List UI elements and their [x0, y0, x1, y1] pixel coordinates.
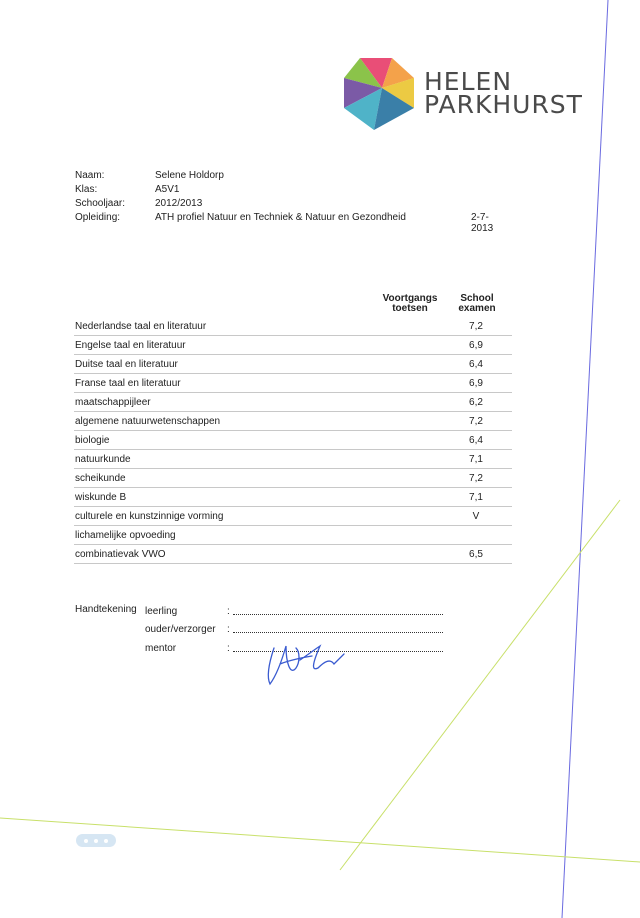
- name-label: Naam:: [75, 170, 105, 181]
- class-value: A5V1: [155, 184, 180, 195]
- school-exam-grade: 6,5: [469, 549, 483, 560]
- school-exam-grade: 6,4: [469, 435, 483, 446]
- colon: :: [227, 606, 230, 617]
- school-exam-grade: 6,9: [469, 378, 483, 389]
- subject-name: combinatievak VWO: [75, 549, 166, 560]
- subject-name: biologie: [75, 435, 110, 446]
- col1-line1: Voortgangs: [382, 293, 438, 304]
- school-exam-grade: 6,2: [469, 397, 483, 408]
- subject-name: wiskunde B: [75, 492, 127, 503]
- subject-name: Nederlandse taal en literatuur: [75, 321, 207, 332]
- colon: :: [227, 624, 230, 635]
- brand-line-1: HELEN: [424, 67, 513, 96]
- brand-line-2: PARKHURST: [424, 90, 583, 119]
- signature-heading: Handtekening: [75, 604, 137, 615]
- col2-line1: School: [460, 293, 494, 304]
- school-exam-grade: 7,2: [469, 321, 483, 332]
- school-exam-grade: 6,4: [469, 359, 483, 370]
- class-label: Klas:: [75, 184, 98, 195]
- school-exam-grade: 6,9: [469, 340, 483, 351]
- year-value: 2012/2013: [155, 198, 203, 209]
- page-indicator: [76, 834, 116, 847]
- col1-line2: toetsen: [392, 303, 428, 314]
- signature-mentor-label: mentor: [145, 643, 177, 654]
- subject-name: maatschappijleer: [75, 397, 151, 408]
- subject-name: Engelse taal en literatuur: [75, 340, 186, 351]
- school-exam-grade: V: [472, 511, 480, 522]
- year-label: Schooljaar:: [75, 198, 126, 209]
- subject-name: lichamelijke opvoeding: [75, 530, 176, 541]
- subject-name: natuurkunde: [75, 454, 131, 465]
- school-exam-grade: 7,1: [469, 492, 483, 503]
- school-exam-grade: 7,2: [469, 416, 483, 427]
- programme-value: ATH profiel Natuur en Techniek & Natuur en Gezondheid: [155, 212, 406, 223]
- colon: :: [227, 643, 230, 654]
- subject-name: scheikunde: [75, 473, 126, 484]
- signature-parent-label: ouder/verzorger: [145, 624, 216, 635]
- school-exam-grade: 7,1: [469, 454, 483, 465]
- programme-label: Opleiding:: [75, 212, 121, 223]
- subject-name: Franse taal en literatuur: [75, 378, 181, 389]
- subject-name: culturele en kunstzinnige vorming: [75, 511, 224, 522]
- name-value: Selene Holdorp: [155, 170, 224, 181]
- subject-name: algemene natuurwetenschappen: [75, 416, 221, 427]
- col2-line2: examen: [458, 303, 496, 314]
- school-exam-grade: 7,2: [469, 473, 483, 484]
- report-date: 2-7-2013: [471, 212, 494, 234]
- subject-name: Duitse taal en literatuur: [75, 359, 178, 370]
- signature-student-label: leerling: [145, 606, 178, 617]
